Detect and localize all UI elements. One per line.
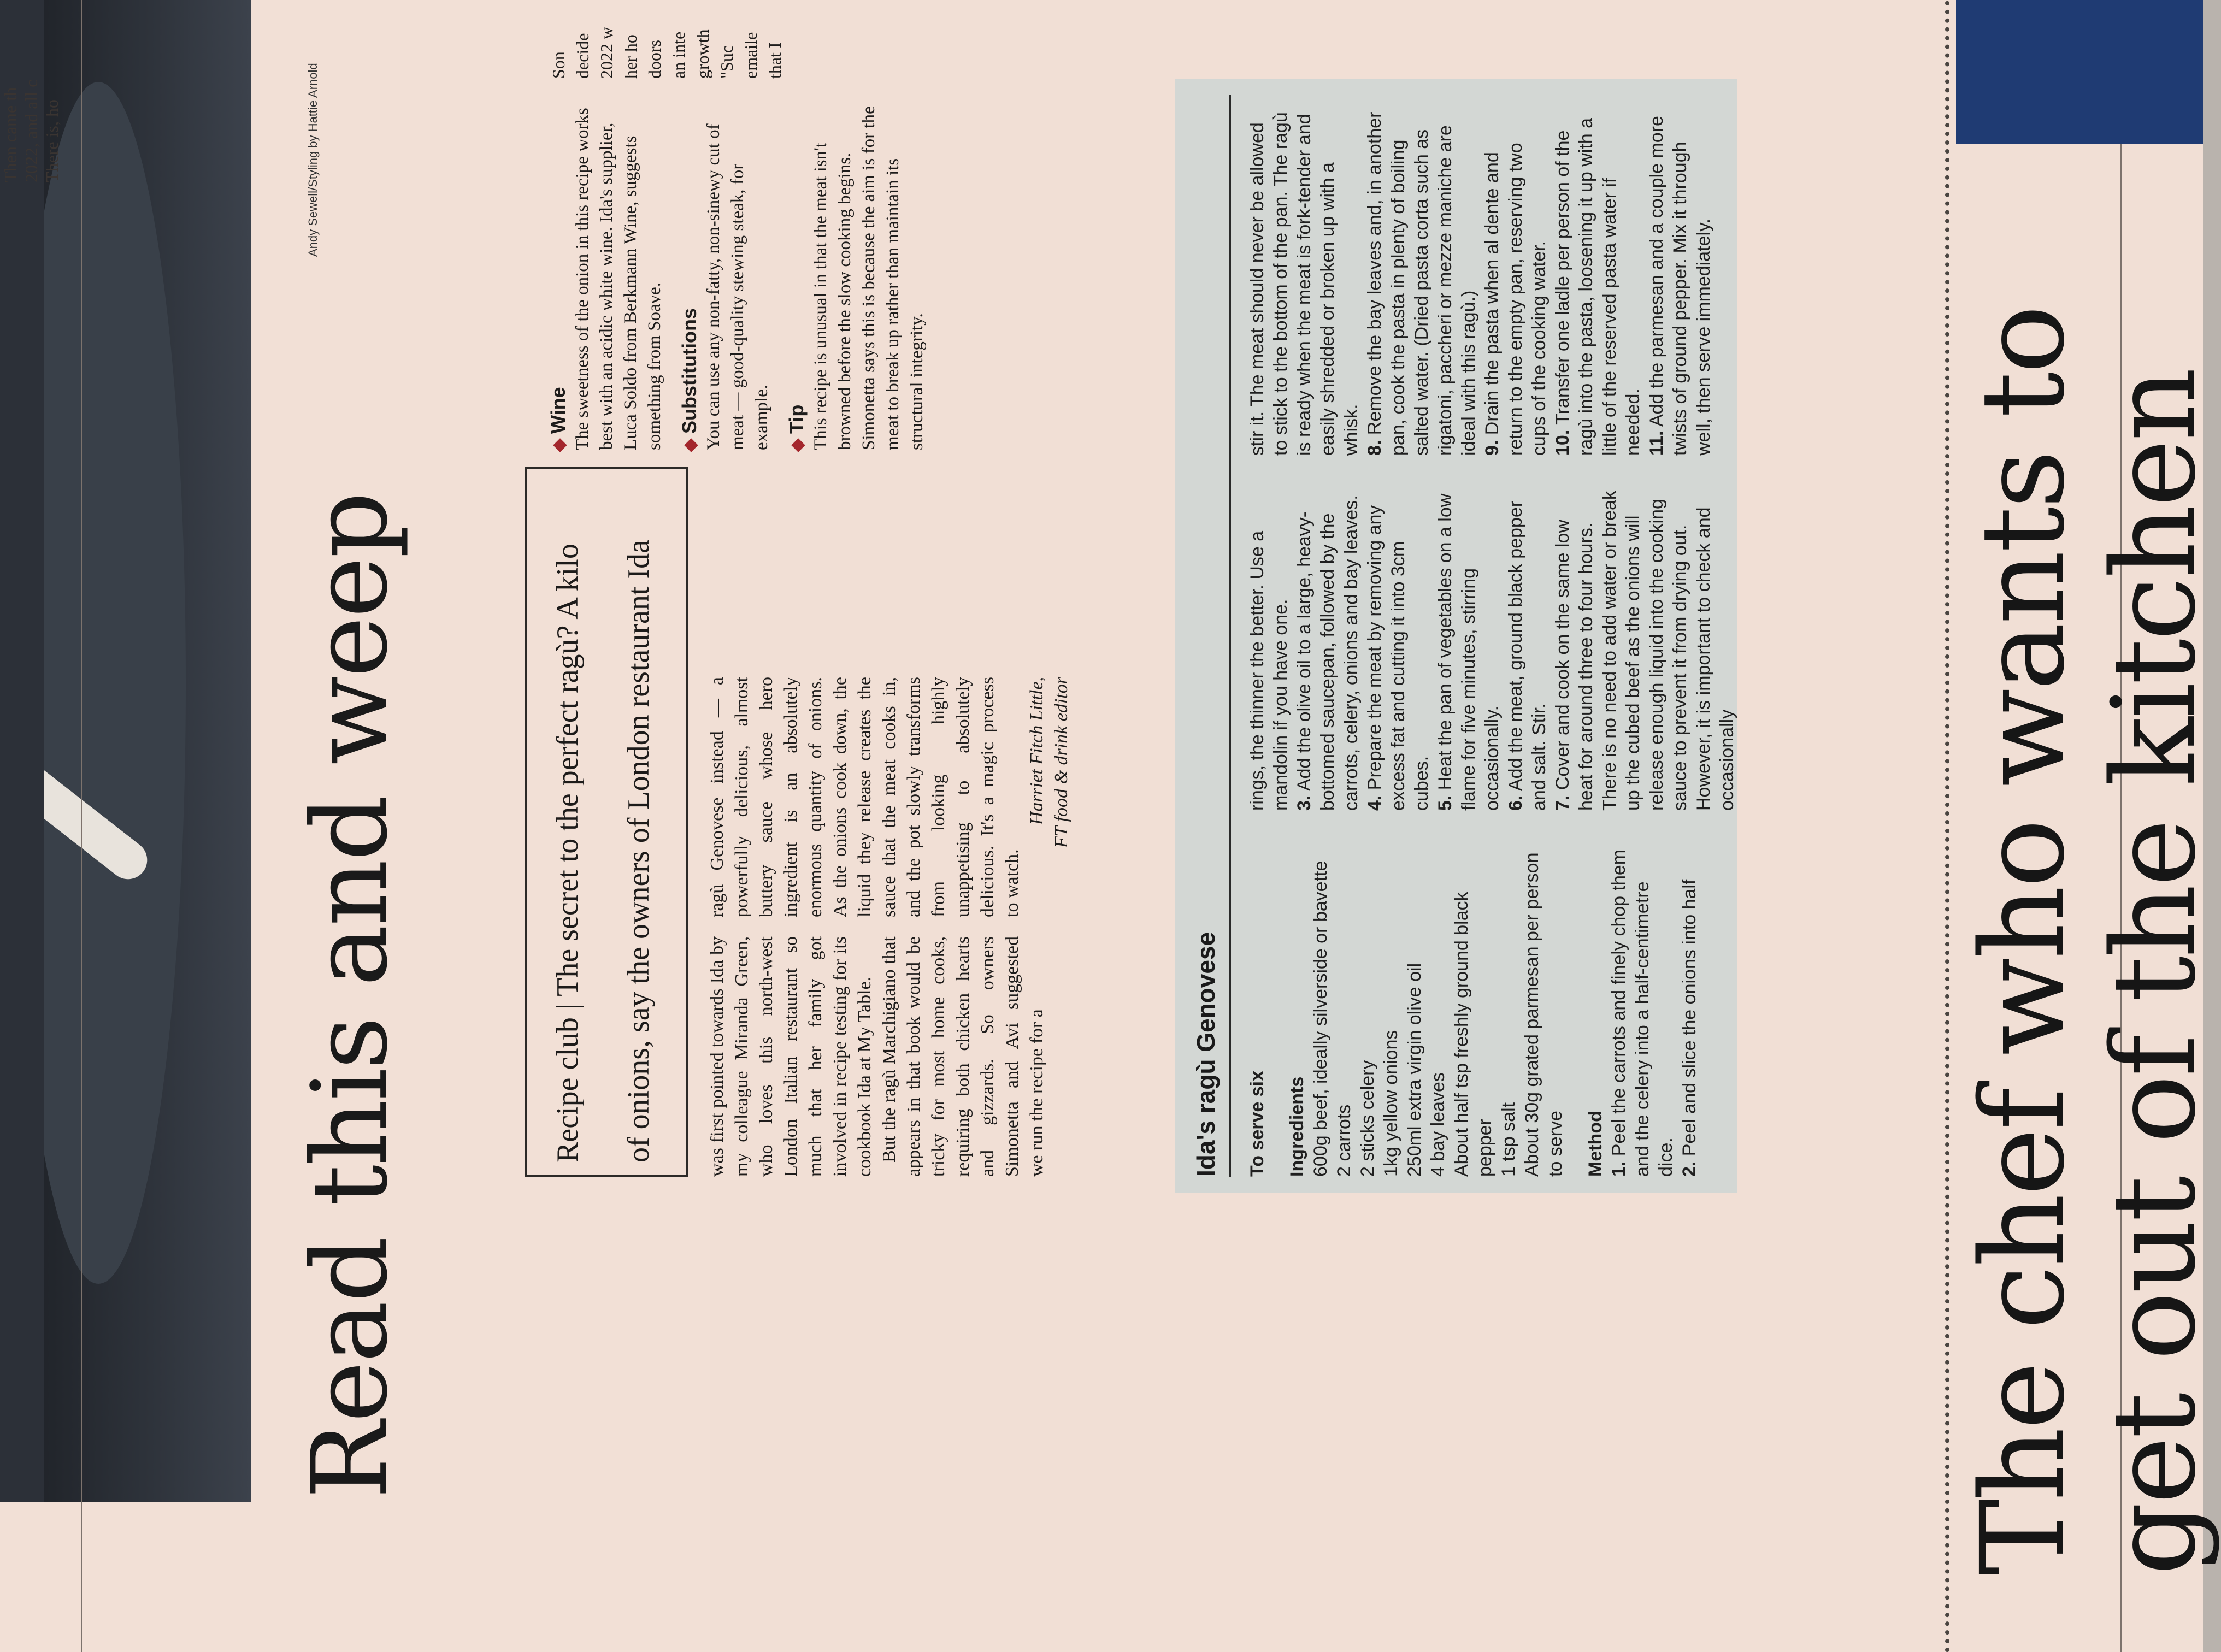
method-step — [1645, 106, 1716, 456]
kicker-separator: | — [551, 1003, 585, 1010]
edge-line: 2022 w — [597, 26, 616, 79]
step-number: 2. — [1679, 1161, 1700, 1177]
edge-line: that I — [765, 42, 785, 79]
serves-label: To serve six — [1247, 1070, 1268, 1177]
method-step — [1434, 483, 1504, 811]
method-step — [1293, 483, 1363, 811]
headline: Read this and weep — [290, 493, 410, 1499]
section-divider — [1945, 0, 1949, 1652]
intro-paragraph-1: was first pointed towards Ida by my colleague Miranda Green, who loves this north-west London Italian restaurant so much that her family got involved in recipe testing for its cookbook Ida at My Table. — [707, 936, 875, 1177]
ingredient-item: 4 bay leaves — [1428, 1072, 1448, 1177]
method-step — [1551, 106, 1645, 456]
wine-heading-text: Wine — [547, 387, 569, 434]
recipe-column-1 — [1246, 838, 1701, 1177]
prev-line: 2022, and all c — [21, 79, 41, 182]
intro-column — [705, 936, 1049, 1177]
step-continuation: rings, the thinner the better. Use a mandolin if you have one. — [1247, 530, 1291, 811]
step-text: Prepare the meat by removing any excess fat and cutting it into 3cm cubes. — [1364, 505, 1432, 811]
recipe-title: Ida's ragù Genovese — [1192, 931, 1220, 1177]
step-number: 7. — [1552, 795, 1573, 811]
step-number: 6. — [1505, 795, 1526, 811]
standfirst-text-1: The secret to the perfect ragù? A kilo — [551, 544, 585, 996]
middle-paragraph: ragù Genovese instead — a powerfully delicious, almost buttery sauce whose hero ingredient is an absolutely enormous quantity of onions. As the onions cook down, the liquid they release creates the sauce that the meat cooks in, and the pot slowly transforms from looking highly unappetising to absolutely delicious. It's a magic process to watch. — [707, 677, 1022, 917]
step-number: 3. — [1294, 795, 1315, 811]
ingredient-item: About 30g grated parmesan per person to serve — [1522, 852, 1566, 1177]
edge-line: her ho — [621, 34, 640, 79]
intro-paragraph-2: But the ragù Marchigiano that appears in that book would be tricky for most home cooks, requiring both chicken hearts and gizzards. So owners Simonetta and Avi suggested we run the recipe for a — [879, 936, 1047, 1177]
method-step — [1551, 483, 1739, 811]
kicker: Recipe club — [551, 1017, 585, 1163]
substitutions-heading — [678, 101, 702, 450]
ingredient-item: 250ml extra virgin olive oil — [1404, 963, 1425, 1177]
edge-line: "Suc — [717, 45, 737, 79]
step-text: Transfer one ladle per person of the ragù into the pasta, loosening it up with a little of the reserved pasta water if needed. — [1552, 117, 1643, 456]
next-article-photo — [1956, 0, 2203, 144]
step-number: 5. — [1435, 795, 1456, 811]
ingredient-item: 600g beef, ideally silverside or bavette — [1310, 860, 1331, 1177]
ingredient-item: 1 tsp salt — [1498, 1102, 1519, 1177]
previous-article-strip — [0, 0, 82, 1652]
ingredients-heading: Ingredients — [1287, 1076, 1307, 1177]
byline-role: FT food & drink editor — [1051, 677, 1071, 848]
standfirst-line-1 — [532, 481, 603, 1163]
tip-heading-text: Tip — [785, 404, 808, 434]
photo-credit: Andy Sewell/Styling by Hattie Arnold — [306, 63, 320, 257]
edge-line: growth — [693, 29, 712, 79]
method-step — [1504, 483, 1551, 811]
wine-heading — [546, 101, 570, 450]
standfirst-line-2: of onions, say the owners of London restaurant Ida — [622, 540, 656, 1163]
diamond-bullet-icon — [791, 438, 805, 452]
step-text: Cover and cook on the same low heat for around three to four hours. There is no need to add water or break up the cubed beef as the onions will release enough liquid into the cooking sauce to prevent it from drying out. However, it is important to check and occasionally — [1552, 491, 1737, 811]
method-step — [1607, 838, 1678, 1177]
prev-line: There is, ho — [42, 99, 62, 182]
method-step — [1363, 483, 1434, 811]
step-continuation: stir it. The meat should never be allowed to stick to the bottom of the pan. The ragù is ready when the meat is fork-tender and easily shredded or broken up with a whisk. — [1247, 112, 1362, 456]
edge-line: doors — [645, 39, 664, 79]
step-number: 9. — [1482, 440, 1503, 456]
step-text: Heat the pan of vegetables on a low flame for five minutes, stirring occasionally. — [1435, 493, 1503, 811]
step-text: Peel and slice the onions into half — [1679, 879, 1700, 1157]
edge-line: decide — [573, 33, 592, 79]
step-text: Add the olive oil to a large, heavy-bottomed saucepan, followed by the carrots, celery, onions and bay leaves. — [1294, 495, 1362, 811]
substitutions-text: You can use any non-fatty, non-sinewy cut of meat — good-quality stewing steak, for example. — [704, 123, 771, 450]
step-text: Add the meat, ground black pepper and salt. Stir. — [1505, 500, 1550, 811]
method-step — [1678, 838, 1701, 1177]
section-rule — [81, 0, 82, 1652]
step-number: 4. — [1364, 795, 1385, 811]
recipe-column-3 — [1246, 106, 1716, 456]
next-article-headline-1: The chef who wants to — [1956, 306, 2090, 1576]
step-text: Add the parmesan and a couple more twists of ground pepper. Mix it through well, then serve immediately. — [1646, 116, 1714, 456]
diamond-bullet-icon — [553, 438, 567, 452]
middle-column — [705, 677, 1074, 917]
method-step — [1481, 106, 1551, 456]
diamond-bullet-icon — [684, 438, 698, 452]
method-step — [1363, 106, 1481, 456]
next-article-headline-2: get out of the kitchen — [2087, 369, 2221, 1576]
prev-line: Then came th — [1, 87, 20, 182]
ingredient-item: 1kg yellow onions — [1381, 1030, 1401, 1177]
right-edge-column — [546, 0, 1147, 79]
step-text: Drain the pasta when al dente and return to the empty pan, reserving two cups of the cooking water. — [1482, 143, 1550, 456]
standfirst-box — [525, 467, 688, 1177]
wine-text: The sweetness of the onion in this recipe works best with an acidic white wine. Ida's supplier, Luca Soldo from Berkmann Wine, suggests something from Soave. — [573, 108, 664, 450]
edge-line: emaile — [741, 32, 761, 79]
byline-name: Harriet Fitch Little, — [1027, 677, 1047, 825]
step-text: Remove the bay leaves and, in another pan, cook the pasta in plenty of boiling salted water. (Dried pasta corta such as rigatoni, paccheri or mezze maniche are ideal with this ragù.) — [1364, 111, 1479, 456]
recipe-panel — [1175, 79, 1737, 1193]
step-number: 11. — [1646, 430, 1667, 456]
step-number: 10. — [1552, 429, 1573, 456]
ingredient-item: About half tsp freshly ground black pepper — [1451, 892, 1495, 1177]
edge-line: Son — [549, 51, 568, 79]
substitutions-heading-text: Substitutions — [678, 308, 700, 434]
recipe-title-rule — [1229, 95, 1231, 1177]
step-text: Peel the carrots and finely chop them and the celery into a half-centimetre dice. — [1609, 849, 1676, 1177]
ingredient-item: 2 carrots — [1334, 1104, 1354, 1177]
recipe-column-2 — [1246, 483, 1739, 811]
tip-heading — [785, 101, 809, 450]
prev-column-1 — [0, 2, 62, 182]
edge-line: an inte — [669, 31, 688, 79]
sidebar-column — [546, 101, 929, 450]
tip-text: This recipe is unusual in that the meat isn't browned before the slow cooking begins. Simonetta says this is because the aim is for the meat to break up rather than maintain its structural integrity. — [811, 106, 927, 450]
step-number: 8. — [1364, 440, 1385, 456]
step-number: 1. — [1609, 1161, 1629, 1177]
ingredient-item: 2 sticks celery — [1357, 1060, 1378, 1177]
method-heading: Method — [1585, 1111, 1606, 1177]
